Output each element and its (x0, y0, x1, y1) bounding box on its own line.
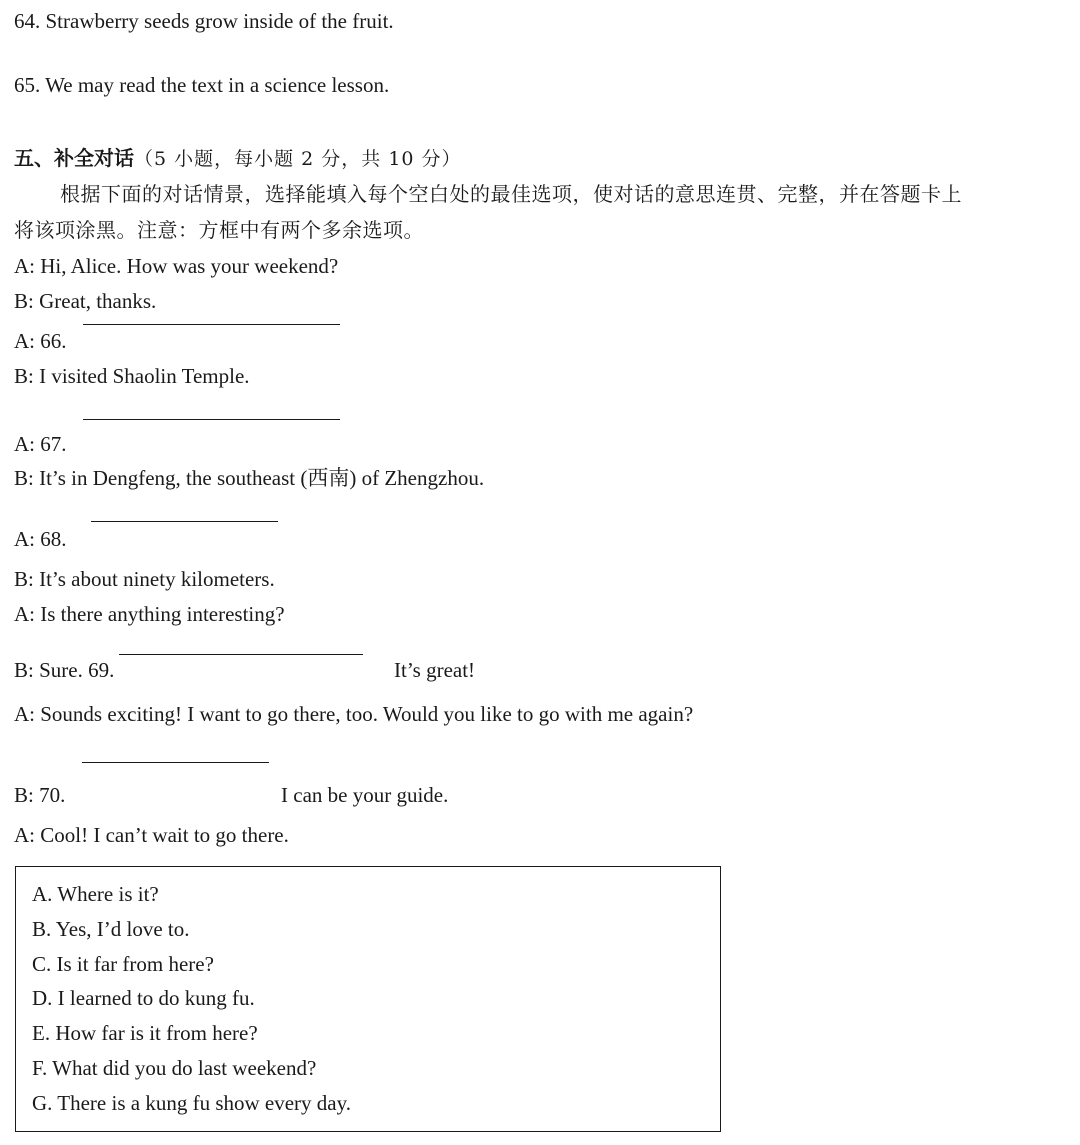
dialogue-line-6: B: It’s in Dengfeng, the southeast (西南) of Zhengzhou. (14, 466, 485, 490)
answer-blank-68 (91, 521, 278, 522)
instruction-line-1: 根据下面的对话情景，选择能填入每个空白处的最佳选项，使对话的意思连贯、完整，并在答题卡上 (60, 182, 962, 206)
dialogue-line-1: A: Hi, Alice. How was your weekend? (14, 254, 339, 278)
dialogue-line-2: B: Great, thanks. (14, 289, 157, 313)
answer-blank-70 (82, 762, 269, 763)
section-score-note: （5 小题，每小题 2 分，共 10 分） (134, 148, 462, 170)
option-c: C. Is it far from here? (32, 952, 214, 976)
dialogue-line-11: A: Sounds exciting! I want to go there, too. Would you like to go with me again? (14, 702, 694, 726)
dialogue-line-8: B: It’s about ninety kilometers. (14, 567, 275, 591)
dialogue-line-68: A: 68. (14, 527, 67, 551)
option-b: B. Yes, I’d love to. (32, 917, 190, 941)
answer-blank-66 (83, 324, 340, 325)
dialogue-line-4: B: I visited Shaolin Temple. (14, 364, 250, 388)
option-e: E. How far is it from here? (32, 1021, 258, 1045)
dialogue-line-70: B: 70. (14, 783, 66, 807)
dialogue-line-9: A: Is there anything interesting? (14, 602, 285, 626)
dialogue-line-70-tail: I can be your guide. (281, 783, 449, 807)
question-64: 64. Strawberry seeds grow inside of the fruit. (14, 9, 394, 33)
instruction-line-2: 将该项涂黑。注意：方框中有两个多余选项。 (14, 218, 424, 242)
section-heading (14, 145, 462, 172)
option-d: D. I learned to do kung fu. (32, 986, 255, 1010)
option-f: F. What did you do last weekend? (32, 1056, 317, 1080)
option-a: A. Where is it? (32, 882, 159, 906)
answer-blank-69 (119, 654, 363, 655)
dialogue-line-69: B: Sure. 69. (14, 658, 115, 682)
option-g: G. There is a kung fu show every day. (32, 1091, 351, 1115)
question-65: 65. We may read the text in a science lesson. (14, 73, 390, 97)
answer-blank-67 (83, 419, 340, 420)
dialogue-line-13: A: Cool! I can’t wait to go there. (14, 823, 289, 847)
dialogue-line-69-tail: It’s great! (394, 658, 476, 682)
dialogue-line-67: A: 67. (14, 432, 67, 456)
section-title: 五、补全对话 (14, 146, 134, 170)
options-box (15, 866, 721, 1132)
dialogue-line-66: A: 66. (14, 329, 67, 353)
